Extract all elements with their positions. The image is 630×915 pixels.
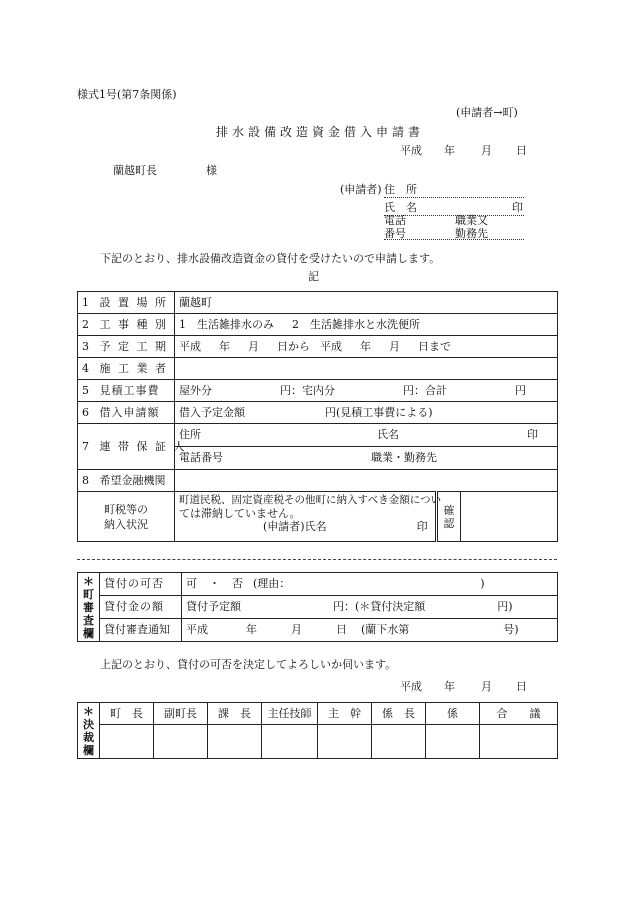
date-year: 年 (444, 144, 455, 157)
stamp-staff[interactable] (426, 725, 480, 759)
applicant-address: 住 所 (384, 181, 524, 198)
row-estimate: 5 見積工事費 屋外分 円：宅内分 円：合計 円 (78, 380, 558, 402)
direction-note: (申請者→町) (456, 106, 518, 119)
role-section-chief: 課 長 (208, 703, 262, 725)
work-type-options[interactable]: 1 生活雑排水のみ 2 生活雑排水と水洗便所 (175, 314, 558, 336)
separator (77, 559, 557, 560)
phone-line (384, 227, 524, 240)
estimate-value[interactable]: 屋外分 円：宅内分 円：合計 円 (175, 380, 558, 402)
location-value[interactable]: 蘭越町 (175, 292, 558, 314)
honorific: 様 (206, 164, 217, 177)
row-location: 1 設 置 場 所 蘭越町 (78, 292, 558, 314)
stamp-unit-chief[interactable] (372, 725, 426, 759)
bank-value[interactable] (175, 470, 558, 492)
ki-mark: 記 (308, 270, 319, 283)
row-tax-status (78, 492, 558, 542)
schedule-value[interactable]: 平成 年 月 日から 平成 年 月 日まで (175, 336, 558, 358)
intro-text: 下記のとおり、排水設備改造資金の貸付を受けたいので申請します。 (100, 252, 441, 265)
confirm-label: 確 認 (437, 492, 461, 542)
role-staff: 係 (426, 703, 480, 725)
phone-label: 電話 番号 (384, 214, 406, 240)
page-title: 排水設備改造資金借入申請書 (216, 125, 425, 139)
loan-sum-value[interactable]: 貸付予定額 円：(＊貸付決定額 円) (182, 596, 558, 619)
contractor-value[interactable] (175, 358, 558, 380)
tax-statement: 町道民税、固定資産税その他町に納入すべき金額につい ては滞納していません。 (申請者)氏名 印 (175, 492, 437, 542)
stamp-mayor[interactable] (100, 725, 154, 759)
application-table (77, 291, 558, 542)
closing-date-year: 年 (444, 680, 455, 693)
approval-table (77, 702, 558, 759)
approval-stamp-row (78, 725, 558, 759)
role-chief-engineer: 主任技師 (262, 703, 318, 725)
date-day: 日 (516, 144, 527, 157)
stamp-section-chief[interactable] (208, 725, 262, 759)
stamp-supervisor[interactable] (318, 725, 372, 759)
stamp-consultation[interactable] (480, 725, 558, 759)
loan-approval-value[interactable]: 可 ・ 否 (理由： ) (182, 573, 558, 596)
work-label: 職業又 勤務先 (455, 214, 488, 240)
closing-date-day: 日 (516, 680, 527, 693)
form-number: 様式1号(第7条関係) (77, 88, 177, 101)
applicant-tag: (申請者) (340, 183, 382, 196)
applicant-name: 氏 名 (384, 199, 524, 216)
date-month: 月 (481, 144, 492, 157)
role-deputy-mayor: 副町長 (154, 703, 208, 725)
review-table (77, 572, 558, 642)
closing-text: 上記のとおり、貸付の可否を決定してよろしいか伺います。 (100, 658, 397, 671)
date-era: 平成 (400, 144, 422, 157)
row-loan-approval: ＊ 町 審 査 欄 貸付の可否 可 ・ 否 (理由： ) (78, 573, 558, 596)
row-schedule: 3 予 定 工 期 平成 年 月 日から 平成 年 月 日まで (78, 336, 558, 358)
row-work-type: 2 工 事 種 別 1 生活雑排水のみ 2 生活雑排水と水洗便所 (78, 314, 558, 336)
closing-date-month: 月 (481, 680, 492, 693)
applicant-seal: 印 (512, 201, 523, 214)
guarantor-phone[interactable]: 電話番号 職業・勤務先 (175, 447, 558, 470)
row-loan-sum: 貸付金の額 貸付予定額 円：(＊貸付決定額 円) (78, 596, 558, 619)
row-contractor: 4 施 工 業 者 (78, 358, 558, 380)
tax-label: 町税等の 納入状況 (78, 492, 175, 542)
role-supervisor: 主 幹 (318, 703, 372, 725)
row-guarantor-1: 7 連 帯 保 証 人 住所 氏名 印 (78, 424, 558, 447)
stamp-chief-engineer[interactable] (262, 725, 318, 759)
confirm-box[interactable] (461, 492, 558, 542)
approval-side-label: ＊ 決 裁 欄 (78, 703, 100, 759)
role-unit-chief: 係 長 (372, 703, 426, 725)
role-mayor: 町 長 (100, 703, 154, 725)
recipient: 蘭越町長 (113, 164, 157, 177)
approval-header-row (78, 703, 558, 725)
guarantor-address[interactable]: 住所 氏名 印 (175, 424, 558, 447)
closing-date-era: 平成 (400, 680, 422, 693)
stamp-deputy-mayor[interactable] (154, 725, 208, 759)
row-review-notice: 貸付審査通知 平成 年 月 日 (蘭下水第 号) (78, 619, 558, 642)
loan-amount-value[interactable]: 借入予定金額 円(見積工事費による) (175, 402, 558, 424)
review-notice-value[interactable]: 平成 年 月 日 (蘭下水第 号) (182, 619, 558, 642)
row-loan-amount: 6 借入申請額 借入予定金額 円(見積工事費による) (78, 402, 558, 424)
role-consultation: 合 議 (480, 703, 558, 725)
review-side-label: ＊ 町 審 査 欄 (78, 573, 100, 642)
row-bank: 8 希望金融機関 (78, 470, 558, 492)
